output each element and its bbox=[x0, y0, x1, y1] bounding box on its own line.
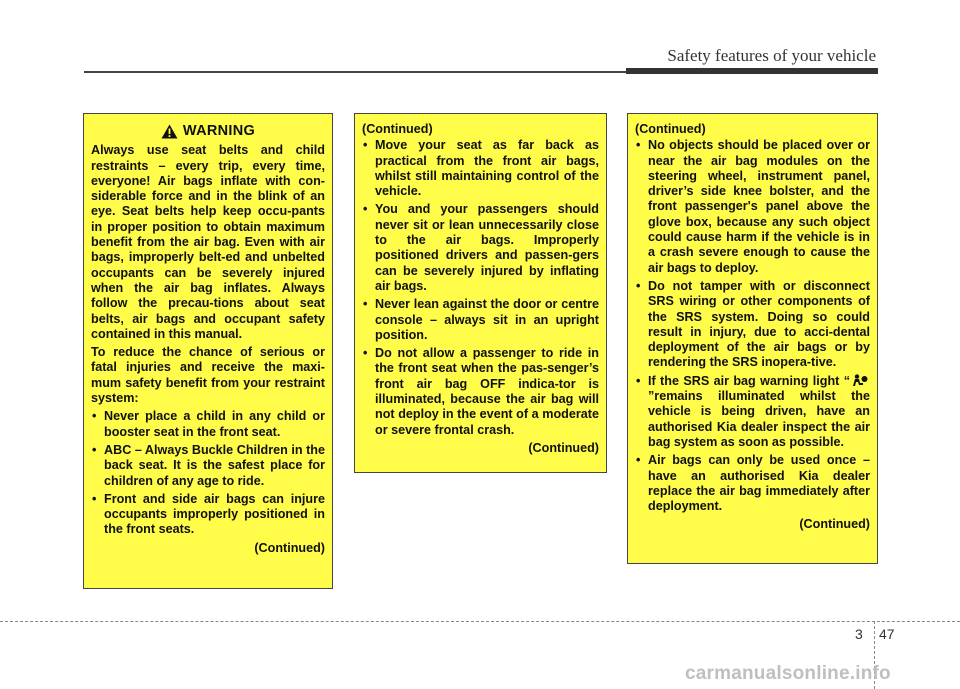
list-item: • Never place a child in any child or booster seat in the front seat. bbox=[91, 409, 325, 440]
srs-text-before: If the SRS air bag warning light “ bbox=[648, 373, 850, 388]
list-item-srs-light bbox=[635, 374, 870, 450]
chapter-number: 3 bbox=[855, 626, 863, 642]
warning-paragraph-2: To reduce the chance of serious or fatal injuries and receive the maxi-mum safety benefit from your restraint system: bbox=[91, 345, 325, 406]
warning-label: WARNING bbox=[182, 123, 256, 139]
bullet-list-1 bbox=[91, 409, 325, 537]
bullet-list-3 bbox=[635, 138, 870, 514]
list-item: • Front and side air bags can injure occupants improperly positioned in the front seats. bbox=[91, 492, 325, 538]
warning-box-3 bbox=[627, 113, 878, 564]
srs-text-after: ”remains illuminated whilst the vehicle is being driven, have an authorised Kia dealer inspect the air bag system as soon as possible. bbox=[648, 389, 870, 449]
list-item: • Move your seat as far back as practical from the front air bags, whilst still maintaining control of the vehicle. bbox=[362, 138, 599, 199]
warning-heading bbox=[91, 124, 325, 139]
watermark-text: carmanualsonline.info bbox=[685, 663, 891, 684]
page-number: 47 bbox=[879, 626, 895, 642]
continued-label: (Continued) bbox=[799, 517, 870, 532]
header-rule bbox=[84, 71, 626, 73]
continued-label: (Continued) bbox=[254, 540, 325, 555]
air-bag-warning-icon bbox=[852, 374, 868, 388]
header-rule-accent bbox=[626, 68, 878, 74]
warning-paragraph-1: Always use seat belts and child restraints – every trip, every time, everyone! Air bags inflate with con-siderable force and in the blink of an eye. Seat belts help keep occu-pants in proper position to obtain maximum benefit from the air bag. Even with air bags, improperly belt-ed and unbelted occupants can be severely injured when the air bag inflates. Always follow the precau-tions about seat belts, air bags and occupant safety contained in this manual. bbox=[91, 143, 325, 341]
page-header-title: Safety features of your vehicle bbox=[667, 46, 876, 65]
list-item: • Air bags can only be used once – have an authorised Kia dealer replace the air bag immediately after deployment. bbox=[635, 453, 870, 514]
warning-box-1 bbox=[83, 113, 333, 589]
list-item: • Never lean against the door or centre console – always sit in an upright position. bbox=[362, 297, 599, 343]
list-item: • No objects should be placed over or near the air bag modules on the steering wheel, instrument panel, driver’s side knee bolster, and the front passenger's panel above the glove box, because any such object could cause harm if the vehicle is in a crash severe enough to cause the air bags to deploy. bbox=[635, 138, 870, 276]
continued-label: (Continued) bbox=[528, 440, 599, 455]
list-item: • You and your passengers should never sit or lean unnecessarily close to the air bags. Improperly positioned drivers and passen-gers can be severely injured by inflating air bags. bbox=[362, 202, 599, 294]
warning-triangle-icon bbox=[161, 124, 178, 139]
list-item: • ABC – Always Buckle Children in the back seat. It is the safest place for children of any age to ride. bbox=[91, 443, 325, 489]
list-item: • Do not tamper with or disconnect SRS wiring or other components of the SRS system. Doing so could result in injury, due to acci-dental deployment of the air bags or by rendering the SRS inopera-tive. bbox=[635, 279, 870, 371]
continued-top-label: (Continued) bbox=[362, 122, 433, 136]
list-item: • Do not allow a passenger to ride in the front seat when the pas-senger’s front air bag OFF indica-tor is illuminated, because the air bag will not deploy in the event of a moderate or severe frontal crash. bbox=[362, 346, 599, 438]
footer-divider bbox=[0, 621, 960, 622]
warning-box-2 bbox=[354, 113, 607, 473]
bullet-list-2 bbox=[362, 138, 599, 438]
continued-top-label: (Continued) bbox=[635, 122, 706, 136]
